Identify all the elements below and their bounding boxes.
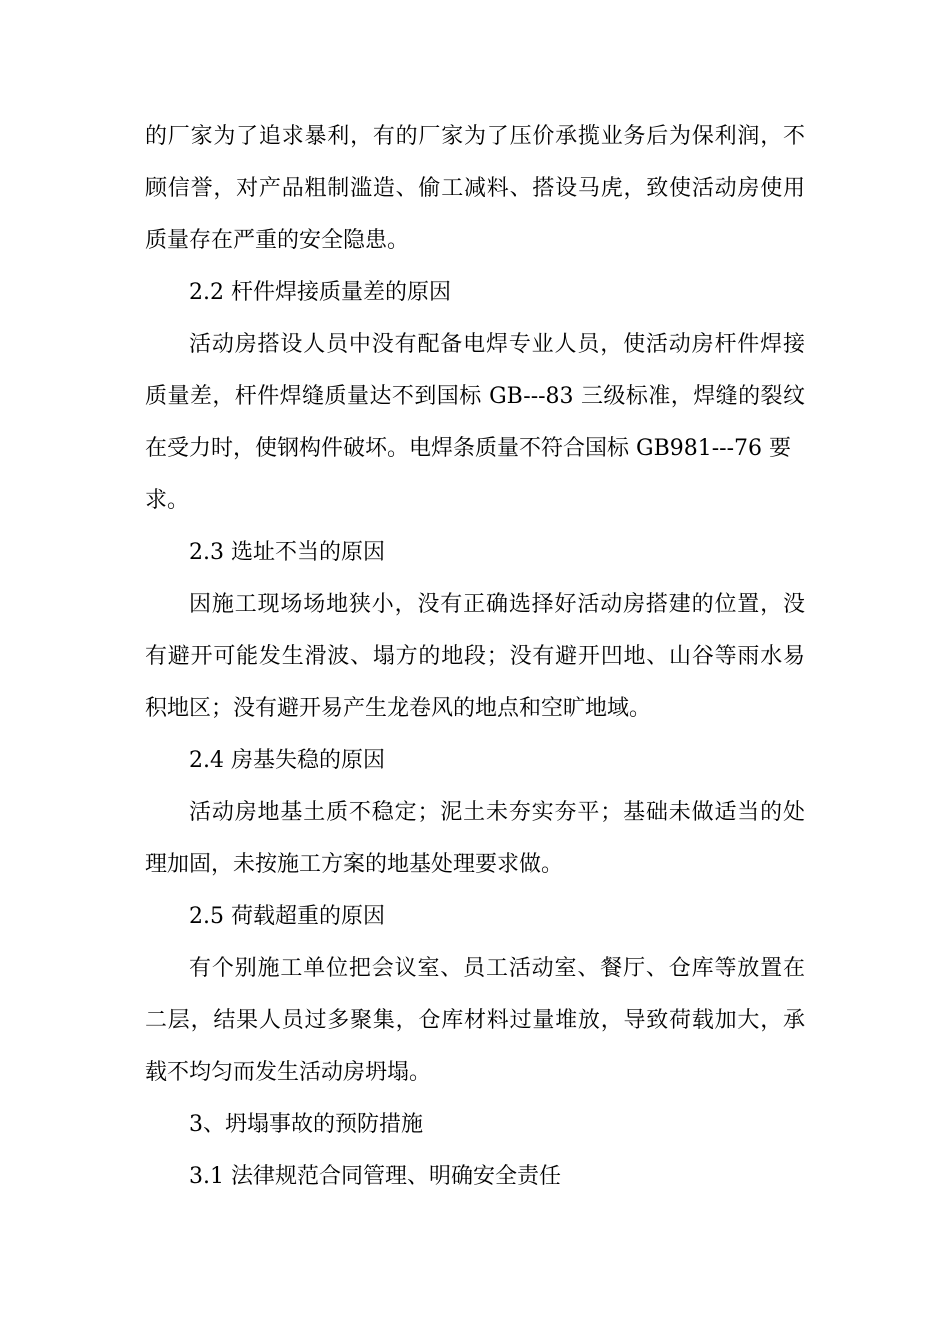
paragraph-line: 二层，结果人员过多聚集，仓库材料过量堆放，导致荷载加大，承 <box>145 1008 805 1033</box>
paragraph-line: 质量存在严重的安全隐患。 <box>145 228 410 253</box>
section-heading: 2.5 荷载超重的原因 <box>189 904 385 929</box>
paragraph-line: 有避开可能发生滑波、塌方的地段；没有避开凹地、山谷等雨水易 <box>145 644 805 669</box>
paragraph-line: 的厂家为了追求暴利，有的厂家为了压价承揽业务后为保利润，不 <box>145 124 805 149</box>
paragraph-line: 在受力时，使钢构件破坏。电焊条质量不符合国标 GB981---76 要 <box>145 436 792 461</box>
paragraph-line: 有个别施工单位把会议室、员工活动室、餐厅、仓库等放置在 <box>189 956 805 981</box>
section-heading: 2.2 杆件焊接质量差的原因 <box>189 280 451 305</box>
paragraph-line: 活动房搭设人员中没有配备电焊专业人员，使活动房杆件焊接 <box>189 332 805 357</box>
paragraph-line: 载不均匀而发生活动房坍塌。 <box>145 1060 432 1085</box>
paragraph-line: 因施工现场场地狭小，没有正确选择好活动房搭建的位置，没 <box>189 592 805 617</box>
section-heading: 2.4 房基失稳的原因 <box>189 748 385 773</box>
paragraph-line: 理加固，未按施工方案的地基处理要求做。 <box>145 852 564 877</box>
paragraph-line: 求。 <box>145 488 190 513</box>
section-heading: 2.3 选址不当的原因 <box>189 540 385 565</box>
section-heading: 3.1 法律规范合同管理、明确安全责任 <box>189 1164 561 1189</box>
paragraph-line: 活动房地基土质不稳定；泥土未夯实夯平；基础未做适当的处 <box>189 800 805 825</box>
paragraph-line: 顾信誉，对产品粗制滥造、偷工减料、搭设马虎，致使活动房使用 <box>145 176 805 201</box>
paragraph-line: 积地区；没有避开易产生龙卷风的地点和空旷地域。 <box>145 696 652 721</box>
paragraph-line: 质量差，杆件焊缝质量达不到国标 GB---83 三级标准，焊缝的裂纹 <box>145 384 805 409</box>
section-heading: 3、坍塌事故的预防措施 <box>189 1112 423 1137</box>
